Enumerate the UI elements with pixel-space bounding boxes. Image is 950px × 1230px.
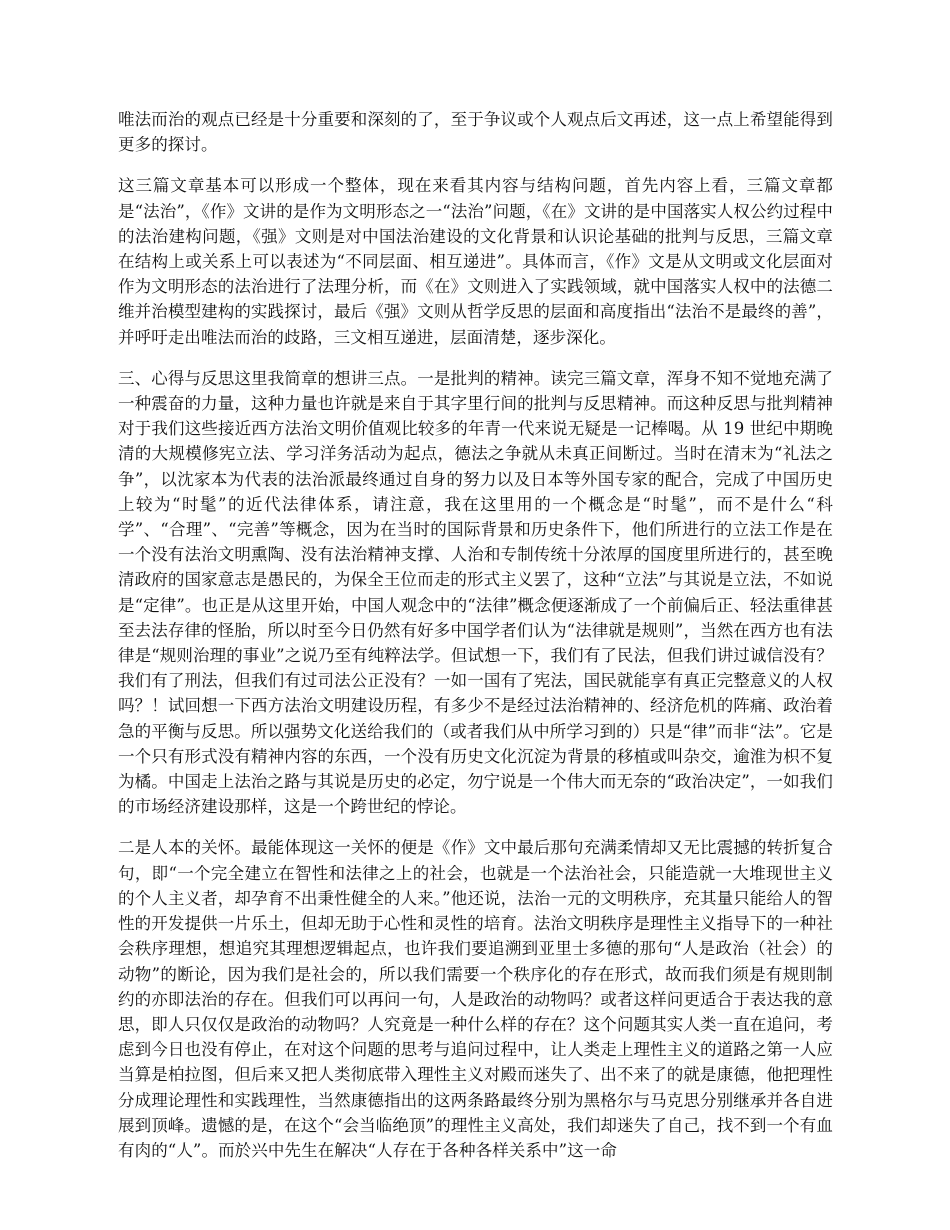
paragraph-critical-spirit: 三、心得与反思这里我简章的想讲三点。一是批判的精神。读完三篇文章，浑身不知不觉地充满了一种震奋的力量，这种力量也许就是来自于其字里行间的批判与反思精神。而这种反思与批判精神对于我们这些接近西方法治文明价值观比较多的年青一代来说无疑是一记棒喝。从 19 世纪中期晚清的大规模修宪立法、学习洋务活动为起点，德法之争就从未真正间断过。当时在清末为“礼法之争”，以沈家本为代表的法治派最终通过自身的努力以及日本等外国专家的配合，完成了中国历史上较为“时髦”的近代法律体系，请注意，我在这里用的一个概念是“时髦”，而不是什么“科学”、“合理”、“完善”等概念，因为在当时的国际背景和历史条件下，他们所进行的立法工作是在一个没有法治文明熏陶、没有法治精神支撑、人治和专制传统十分浓厚的国度里所进行的，甚至晚清政府的国家意志是愚民的，为保全王位而走的形式主义罢了，这种“立法”与其说是立法，不如说是“定律”。也正是从这里开始，中国人观念中的“法律”概念便逐渐成了一个前偏后正、轻法重律甚至去法存律的怪胎，所以时至今日仍然有好多中国学者们认为“法律就是规则”，当然在西方也有法律是“规则治理的事业”之说乃至有纯粹法学。但试想一下，我们有了民法，但我们讲过诚信没有？我们有了刑法，但我们有过司法公正没有？一如一国有了宪法，国民就能享有真正完整意义的人权吗？！试回想一下西方法治文明建设历程，有多少不是经过法治精神的、经济危机的阵痛、政治着急的平衡与反思。所以强势文化送给我们的（或者我们从中所学习到的）只是“律”而非“法”。它是一个只有形式没有精神内容的东西，一个没有历史文化沉淀为背景的移植或叫杂交，逾淮为枳不复为橘。中国走上法治之路与其说是历史的必定，勿宁说是一个伟大而无奈的“政治决定”，一如我们的市场经济建设那样，这是一个跨世纪的悖论。 <box>118 368 833 817</box>
paragraph-humanistic-care: 二是人本的关怀。最能体现这一关怀的便是《作》文中最后那句充满柔情却又无比震撼的转折复合句，即“一个完全建立在智性和法律之上的社会，也就是一个法治社会，只能造就一大堆现世主义的个人主义者，却孕育不出秉性健全的人来。”他还说，法治一元的文明秩序，充其量只能给人的智性的开发提供一片乐土，但却无助于心性和灵性的培育。法治文明秩序是理性主义指导下的一种社会秩序理想，想追究其理想逻辑起点，也许我们要追溯到亚里士多德的那句“人是政治（社会）的动物”的断论，因为我们是社会的，所以我们需要一个秩序化的存在形式，故而我们须是有规則制约的亦即法治的存在。但我们可以再问一句，人是政治的动物吗？或者这样问更适合于表达我的意思，即人只仅仅是政治的动物吗？人究竟是一种什么样的存在？这个问题其实人类一直在追问，考虑到今日也没有停止，在对这个问题的思考与追问过程中，让人类走上理性主义的道路之第一人应当算是柏拉图，但后来又把人类彻底带入理性主义对殿而迷失了、出不来了的就是康德，他把理性分成理论理性和实践理性，当然康德指出的这两条路最终分别为黑格尔与马克思分别继承并各自进展到顶峰。遗憾的是，在这个“会当临绝顶”的理性主义高处，我们却迷失了自己，找不到一个有血有肉的“人”。而於兴中先生在解决“人存在于各种各样关系中”这一命 <box>118 838 833 1160</box>
paragraph-continuation: 唯法而治的观点已经是十分重要和深刻的了，至于争议或个人观点后文再述，这一点上希望能得到更多的探讨。 <box>118 110 833 155</box>
paragraph-structure-analysis: 这三篇文章基本可以形成一个整体，现在来看其内容与结构问题，首先内容上看，三篇文章都是“法治”，《作》文讲的是作为文明形态之一“法治”问题，《在》文讲的是中国落实人权公约过程中的法治建构问题，《强》文则是对中国法治建设的文化背景和认识论基础的批判与反思，三篇文章在结构上或关系上可以表述为“不同层面、相互递进”。具体而言，《作》文是从文明或文化层面对作为文明形态的法治进行了法理分析，而《在》文则进入了实践领域，就中国落实人权中的法德二维并治模型建构的实践探讨，最后《强》文则从哲学反思的层面和高度指出“法治不是最终的善”，并呼吁走出唯法而治的歧路，三文相互递进，层面清楚，逐步深化。 <box>118 176 833 347</box>
document-page <box>118 107 833 1179</box>
